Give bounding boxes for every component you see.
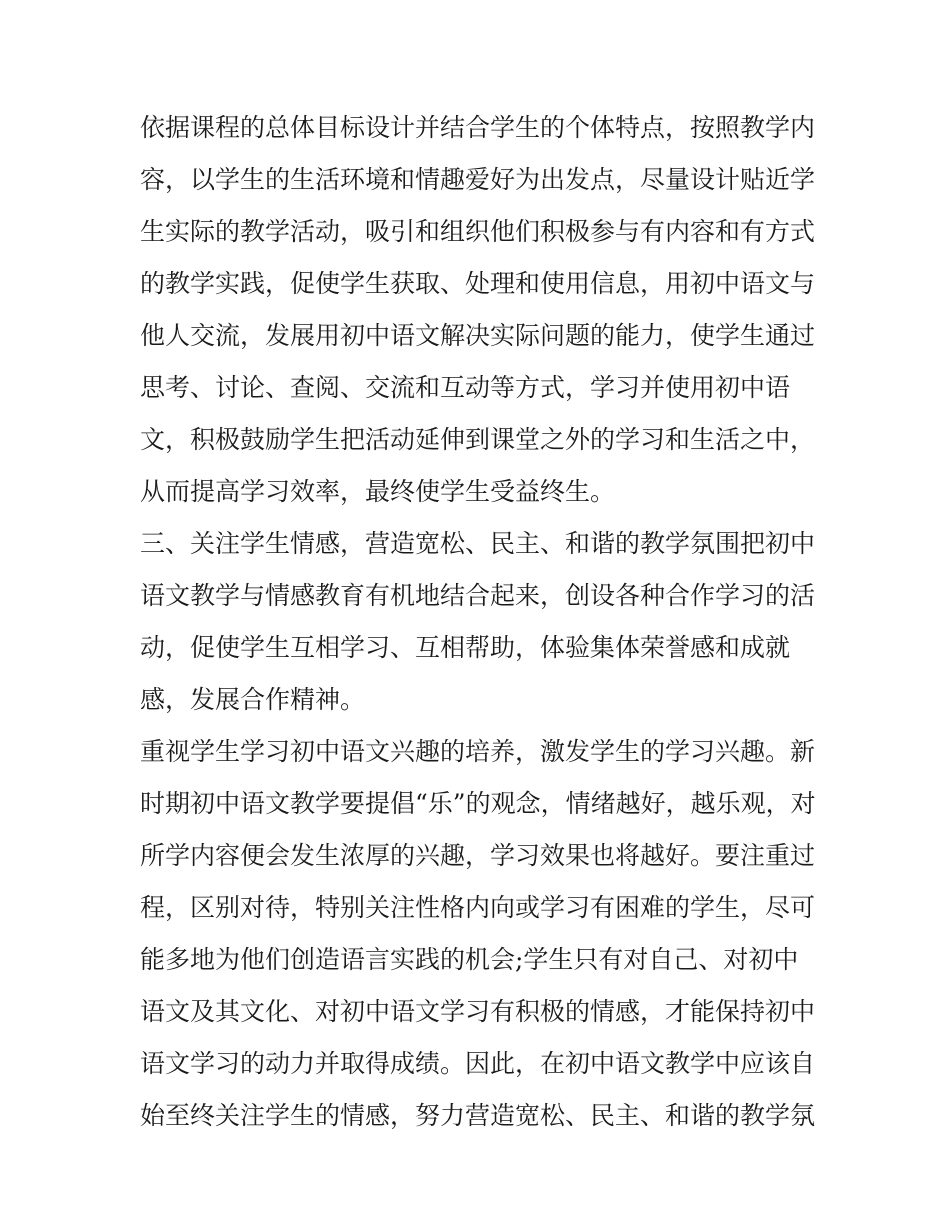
text-line: 所学内容便会发生浓厚的兴趣，学习效果也将越好。要注重过 <box>140 841 816 870</box>
text-line: 感，发展合作精神。 <box>140 685 366 714</box>
text-line: 程，区别对待，特别关注性格内向或学习有困难的学生，尽可 <box>140 893 816 922</box>
text-line: 三、关注学生情感，营造宽松、民主、和谐的教学氛围把初中 <box>140 529 816 558</box>
text-line: 从而提高学习效率，最终使学生受益终生。 <box>140 477 616 506</box>
body-text <box>140 102 820 1142</box>
text-line: 语文教学与情感教育有机地结合起来，创设各种合作学习的活 <box>140 581 816 610</box>
text-line: 动，促使学生互相学习、互相帮助，体验集体荣誉感和成就 <box>140 633 791 662</box>
text-line: 始至终关注学生的情感，努力营造宽松、民主、和谐的教学氛 <box>140 1101 816 1130</box>
text-line: 依据课程的总体目标设计并结合学生的个体特点，按照教学内 <box>140 113 816 142</box>
text-line: 他人交流，发展用初中语文解决实际问题的能力，使学生通过 <box>140 321 816 350</box>
text-line: 容，以学生的生活环境和情趣爱好为出发点，尽量设计贴近学 <box>140 165 816 194</box>
text-line: 生实际的教学活动，吸引和组织他们积极参与有内容和有方式 <box>140 217 816 246</box>
text-line: 语文学习的动力并取得成绩。因此，在初中语文教学中应该自 <box>140 1049 816 1078</box>
text-line: 思考、讨论、查阅、交流和互动等方式，学习并使用初中语 <box>140 373 791 402</box>
text-line: 重视学生学习初中语文兴趣的培养，激发学生的学习兴趣。新 <box>140 737 816 766</box>
text-line: 时期初中语文教学要提倡“乐”的观念，情绪越好，越乐观，对 <box>140 789 816 818</box>
text-line: 语文及其文化、对初中语文学习有积极的情感，才能保持初中 <box>140 997 816 1026</box>
text-line: 文，积极鼓励学生把活动延伸到课堂之外的学习和生活之中， <box>140 425 816 454</box>
text-line: 的教学实践，促使学生获取、处理和使用信息，用初中语文与 <box>140 269 816 298</box>
text-line: 能多地为他们创造语言实践的机会;学生只有对自己、对初中 <box>140 945 799 974</box>
